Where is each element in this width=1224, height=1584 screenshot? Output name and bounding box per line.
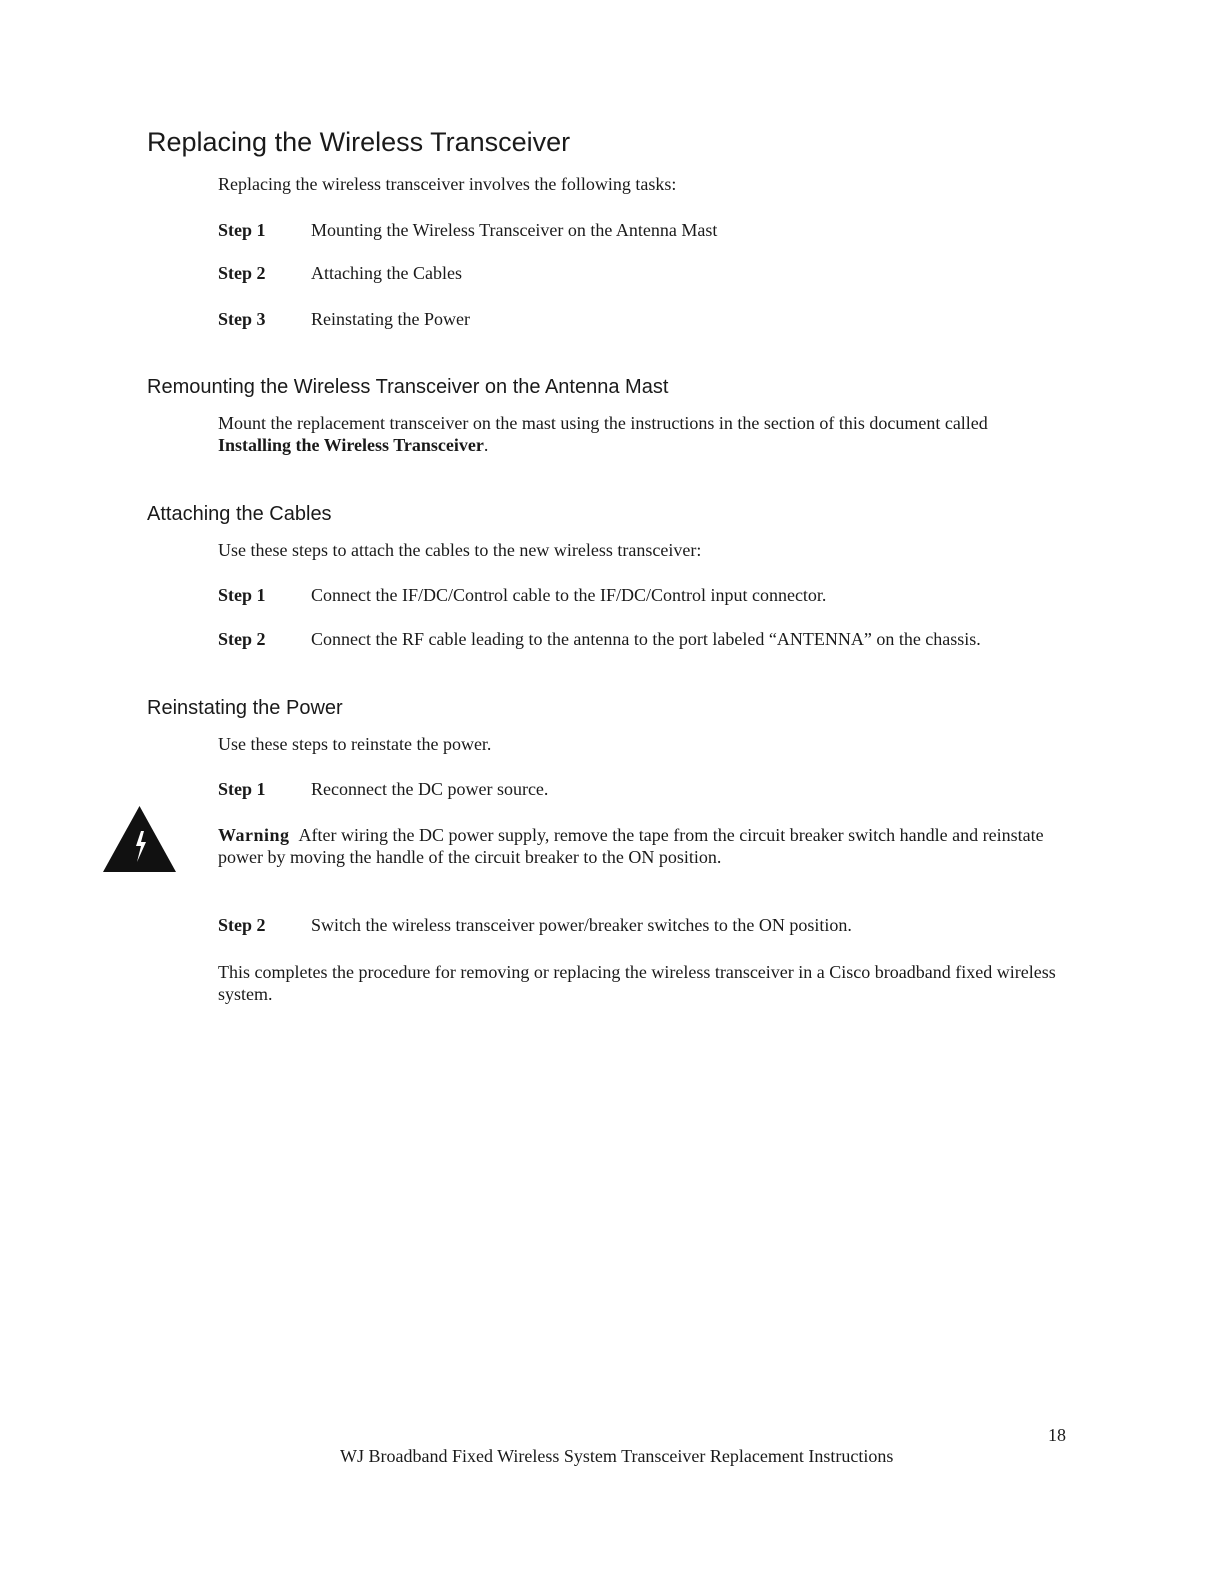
task-step-text: Reinstating the Power <box>311 309 470 329</box>
task-step-label: Step 3 <box>218 309 266 329</box>
task-step-label: Step 1 <box>218 220 266 240</box>
cables-step-label: Step 1 <box>218 585 266 605</box>
intro-text: Replacing the wireless transceiver involves the following tasks: <box>218 174 677 194</box>
remount-period: . <box>483 435 489 455</box>
closing-paragraph: This completes the procedure for removing or replacing the wireless transceiver in a Cisco broadband fixed wireless system. <box>218 962 1056 1004</box>
cables-step-label: Step 2 <box>218 629 266 649</box>
section-heading-cables: Attaching the Cables <box>147 503 332 525</box>
remount-text: Mount the replacement transceiver on the mast using the instructions in the section of this document called <box>218 413 988 433</box>
warning-text: After wiring the DC power supply, remove the tape from the circuit breaker switch handle and reinstate power by moving the handle of the circuit breaker to the ON position. <box>218 825 1044 867</box>
power-step-text: Switch the wireless transceiver power/breaker switches to the ON position. <box>311 915 852 935</box>
warning-label: Warning <box>218 825 290 845</box>
power-step-label: Step 2 <box>218 915 266 935</box>
task-step-text: Attaching the Cables <box>311 263 462 283</box>
warning-block <box>218 824 1088 868</box>
page-number: 18 <box>1048 1425 1066 1445</box>
power-intro: Use these steps to reinstate the power. <box>218 734 492 754</box>
power-step-label: Step 1 <box>218 779 266 799</box>
cables-step-text: Connect the IF/DC/Control cable to the IF/DC/Control input connector. <box>311 585 827 605</box>
section-heading-remount: Remounting the Wireless Transceiver on the Antenna Mast <box>147 376 669 398</box>
cables-step-text: Connect the RF cable leading to the antenna to the port labeled “ANTENNA” on the chassis. <box>311 629 981 649</box>
warning-triangle-icon <box>103 806 176 874</box>
page-title: Replacing the Wireless Transceiver <box>147 127 571 157</box>
task-step-label: Step 2 <box>218 263 266 283</box>
remount-paragraph <box>218 412 1088 456</box>
power-step-text: Reconnect the DC power source. <box>311 779 549 799</box>
remount-bold-ref: Installing the Wireless Transceiver <box>218 435 484 455</box>
task-step-text: Mounting the Wireless Transceiver on the Antenna Mast <box>311 220 718 240</box>
cables-intro: Use these steps to attach the cables to the new wireless transceiver: <box>218 540 702 560</box>
section-heading-power: Reinstating the Power <box>147 697 343 719</box>
footer-title: WJ Broadband Fixed Wireless System Transceiver Replacement Instructions <box>340 1446 894 1466</box>
